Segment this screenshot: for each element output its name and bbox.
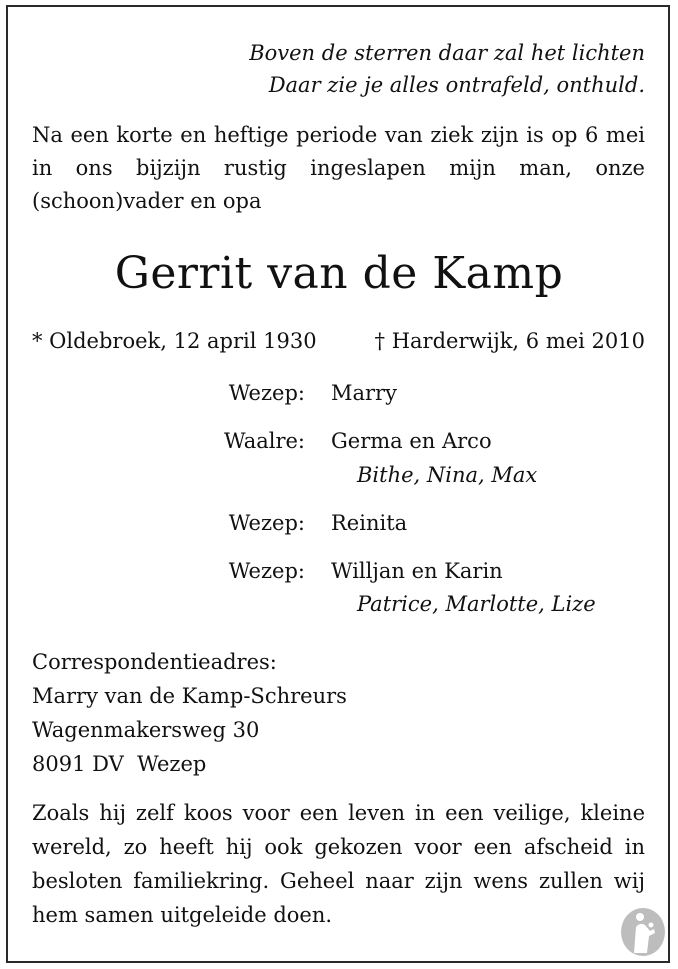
closing-text: Zoals hij zelf koos voor een leven in een veilige, kleine wereld, zo heeft hij ook gekozen voor een afscheid in besloten familiekring. Geheel naar zijn wens zullen wij hem samen uitgeleide doen. <box>32 801 645 927</box>
poem-line-1: Boven de sterren daar zal het lichten <box>249 41 645 65</box>
family-place: Waalre: <box>223 429 305 453</box>
family-person: Willjan en Karin <box>331 559 503 583</box>
family-person: Germa en Arco <box>331 429 492 453</box>
address-city: 8091 DV Wezep <box>32 752 207 776</box>
family-place: Wezep: <box>228 511 305 535</box>
correspondence-address <box>32 645 347 781</box>
memorial-logo-icon <box>620 905 666 957</box>
family-grandchildren: Patrice, Marlotte, Lize <box>357 592 596 616</box>
poem-line-2: Daar zie je alles ontrafeld, onthuld. <box>268 73 645 97</box>
family-place: Wezep: <box>228 381 305 405</box>
family-place: Wezep: <box>228 559 305 583</box>
deceased-name: Gerrit van de Kamp <box>114 248 564 299</box>
poem <box>249 37 645 101</box>
death-line: † Harderwijk, 6 mei 2010 <box>374 329 645 353</box>
family-person: Reinita <box>331 511 408 535</box>
birth-line: * Oldebroek, 12 april 1930 <box>32 329 317 353</box>
family-person: Marry <box>331 381 397 405</box>
address-street: Wagenmakersweg 30 <box>32 718 260 742</box>
address-name: Marry van de Kamp-Schreurs <box>32 684 347 708</box>
intro-text: Na een korte en heftige periode van ziek zijn is op 6 mei in ons bijzijn rustig ingeslapen mijn man, onze (schoon)vader en opa <box>32 123 645 213</box>
address-label: Correspondentieadres: <box>32 650 277 674</box>
family-grandchildren: Bithe, Nina, Max <box>357 463 538 487</box>
